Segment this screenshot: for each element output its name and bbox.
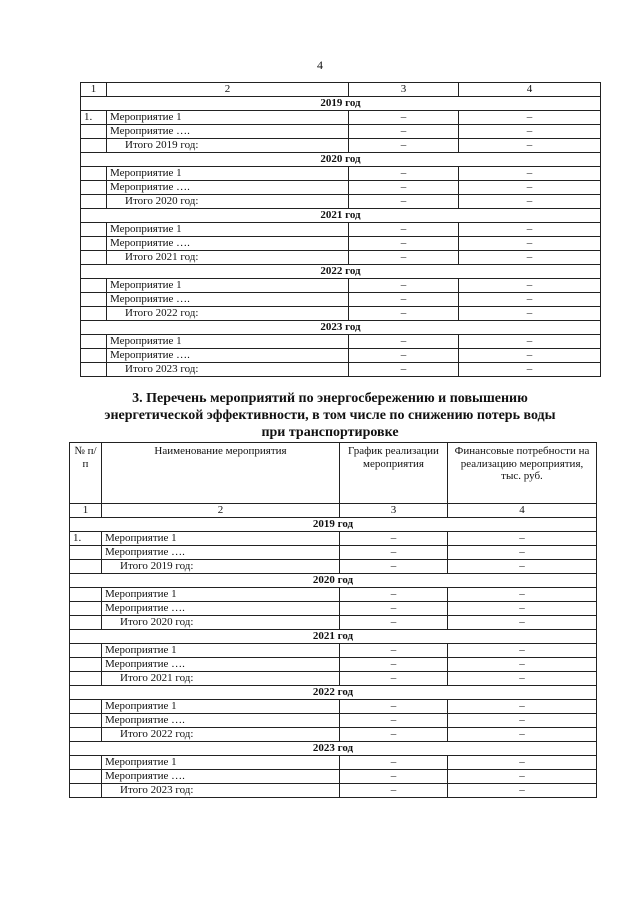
measure-name-cell: Мероприятие …. bbox=[107, 181, 349, 195]
measure-name-cell: Мероприятие 1 bbox=[102, 756, 340, 770]
year-row bbox=[81, 321, 601, 335]
column-4-value: – bbox=[459, 251, 601, 265]
row-number-cell bbox=[70, 602, 102, 616]
column-3-value: – bbox=[340, 532, 448, 546]
measure-name-cell: Мероприятие 1 bbox=[107, 167, 349, 181]
year-row bbox=[81, 153, 601, 167]
column-3-value: – bbox=[349, 307, 459, 321]
measures-table-continued bbox=[80, 82, 601, 377]
column-4-value: – bbox=[448, 658, 597, 672]
measure-name-cell: Мероприятие …. bbox=[107, 125, 349, 139]
year-heading: 2019 год bbox=[81, 97, 601, 111]
row-number-cell bbox=[81, 363, 107, 377]
column-3-value: – bbox=[349, 335, 459, 349]
table-row bbox=[70, 560, 597, 574]
column-3-value: – bbox=[340, 784, 448, 798]
table-row bbox=[70, 714, 597, 728]
row-number-cell bbox=[81, 251, 107, 265]
table-row bbox=[81, 237, 601, 251]
column-3-value: – bbox=[349, 125, 459, 139]
column-4-value: – bbox=[448, 588, 597, 602]
column-3-value: – bbox=[340, 770, 448, 784]
column-4-value: – bbox=[459, 195, 601, 209]
column-4-value: – bbox=[448, 784, 597, 798]
row-number-cell bbox=[81, 195, 107, 209]
column-4-value: – bbox=[459, 335, 601, 349]
column-number-cell: 3 bbox=[349, 83, 459, 97]
column-3-value: – bbox=[340, 714, 448, 728]
row-number-cell bbox=[81, 139, 107, 153]
row-number-cell bbox=[70, 784, 102, 798]
year-heading: 2020 год bbox=[70, 574, 597, 588]
column-4-value: – bbox=[459, 125, 601, 139]
year-heading: 2020 год bbox=[81, 153, 601, 167]
measure-name-cell: Мероприятие …. bbox=[107, 237, 349, 251]
row-number-cell bbox=[70, 728, 102, 742]
total-label-cell: Итого 2020 год: bbox=[107, 195, 349, 209]
table-row bbox=[81, 335, 601, 349]
column-3-value: – bbox=[340, 546, 448, 560]
table-row bbox=[81, 167, 601, 181]
table-row bbox=[81, 125, 601, 139]
column-4-value: – bbox=[448, 532, 597, 546]
column-number-cell: 4 bbox=[448, 504, 597, 518]
table-row bbox=[70, 672, 597, 686]
table-row bbox=[81, 139, 601, 153]
column-3-value: – bbox=[349, 111, 459, 125]
column-3-value: – bbox=[340, 728, 448, 742]
column-3-value: – bbox=[340, 658, 448, 672]
year-row bbox=[70, 630, 597, 644]
total-label-cell: Итого 2022 год: bbox=[102, 728, 340, 742]
row-number-cell bbox=[81, 167, 107, 181]
measure-name-cell: Мероприятие …. bbox=[102, 602, 340, 616]
total-label-cell: Итого 2023 год: bbox=[102, 784, 340, 798]
column-4-value: – bbox=[448, 546, 597, 560]
row-number-cell bbox=[70, 756, 102, 770]
measure-name-cell: Мероприятие …. bbox=[102, 770, 340, 784]
row-number-cell bbox=[70, 644, 102, 658]
section-3-title-line-3: при транспортировке bbox=[261, 425, 399, 440]
row-number-cell bbox=[70, 672, 102, 686]
measure-name-cell: Мероприятие 1 bbox=[107, 335, 349, 349]
column-3-value: – bbox=[349, 363, 459, 377]
year-heading: 2021 год bbox=[70, 630, 597, 644]
total-label-cell: Итого 2019 год: bbox=[107, 139, 349, 153]
measure-name-cell: Мероприятие 1 bbox=[102, 532, 340, 546]
year-row bbox=[70, 574, 597, 588]
measure-name-cell: Мероприятие 1 bbox=[107, 111, 349, 125]
table-row bbox=[70, 756, 597, 770]
row-number-cell bbox=[81, 293, 107, 307]
column-3-value: – bbox=[349, 349, 459, 363]
table-row bbox=[70, 658, 597, 672]
column-3-value: – bbox=[349, 293, 459, 307]
header-schedule: График реализации мероприятия bbox=[340, 443, 448, 504]
column-4-value: – bbox=[448, 770, 597, 784]
row-number-cell bbox=[81, 349, 107, 363]
measure-name-cell: Мероприятие 1 bbox=[102, 588, 340, 602]
measure-name-cell: Мероприятие 1 bbox=[102, 700, 340, 714]
table-row bbox=[81, 307, 601, 321]
column-3-value: – bbox=[349, 251, 459, 265]
column-3-value: – bbox=[340, 700, 448, 714]
total-label-cell: Итого 2021 год: bbox=[102, 672, 340, 686]
section-3-title bbox=[60, 390, 600, 441]
column-number-cell: 1 bbox=[70, 504, 102, 518]
column-4-value: – bbox=[459, 349, 601, 363]
measure-name-cell: Мероприятие 1 bbox=[107, 223, 349, 237]
table-row bbox=[70, 588, 597, 602]
measure-name-cell: Мероприятие …. bbox=[107, 349, 349, 363]
year-row bbox=[81, 209, 601, 223]
row-number-cell bbox=[70, 770, 102, 784]
column-4-value: – bbox=[448, 728, 597, 742]
column-number-row bbox=[70, 504, 597, 518]
column-4-value: – bbox=[448, 700, 597, 714]
table-row bbox=[70, 728, 597, 742]
column-4-value: – bbox=[448, 672, 597, 686]
row-number-cell bbox=[70, 714, 102, 728]
column-number-cell: 2 bbox=[107, 83, 349, 97]
year-heading: 2019 год bbox=[70, 518, 597, 532]
column-4-value: – bbox=[448, 714, 597, 728]
row-number-cell bbox=[70, 658, 102, 672]
table-row bbox=[81, 181, 601, 195]
column-4-value: – bbox=[459, 167, 601, 181]
measure-name-cell: Мероприятие …. bbox=[107, 293, 349, 307]
row-number-cell bbox=[81, 279, 107, 293]
column-4-value: – bbox=[448, 616, 597, 630]
row-number-cell bbox=[81, 181, 107, 195]
row-number-cell bbox=[81, 335, 107, 349]
row-number-cell: 1. bbox=[70, 532, 102, 546]
header-finance: Финансовые потребности на реализацию мероприятия, тыс. руб. bbox=[448, 443, 597, 504]
column-3-value: – bbox=[349, 237, 459, 251]
table-row bbox=[81, 363, 601, 377]
measure-name-cell: Мероприятие …. bbox=[102, 714, 340, 728]
measure-name-cell: Мероприятие 1 bbox=[102, 644, 340, 658]
column-3-value: – bbox=[349, 195, 459, 209]
row-number-cell bbox=[70, 546, 102, 560]
row-number-cell bbox=[81, 125, 107, 139]
total-label-cell: Итого 2020 год: bbox=[102, 616, 340, 630]
column-3-value: – bbox=[349, 279, 459, 293]
measure-name-cell: Мероприятие …. bbox=[102, 658, 340, 672]
table-row bbox=[70, 546, 597, 560]
column-number-cell: 2 bbox=[102, 504, 340, 518]
total-label-cell: Итого 2023 год: bbox=[107, 363, 349, 377]
header-name: Наименование мероприятия bbox=[102, 443, 340, 504]
table-row bbox=[70, 616, 597, 630]
row-number-cell bbox=[81, 223, 107, 237]
year-heading: 2023 год bbox=[70, 742, 597, 756]
table-row bbox=[70, 784, 597, 798]
table-row bbox=[81, 111, 601, 125]
table-row bbox=[81, 349, 601, 363]
column-4-value: – bbox=[459, 181, 601, 195]
column-4-value: – bbox=[448, 756, 597, 770]
section-3-title-line-1: 3. Перечень мероприятий по энергосбережению и повышению bbox=[132, 391, 528, 406]
column-number-cell: 4 bbox=[459, 83, 601, 97]
column-3-value: – bbox=[349, 167, 459, 181]
column-4-value: – bbox=[448, 560, 597, 574]
row-number-cell bbox=[70, 616, 102, 630]
measure-name-cell: Мероприятие 1 bbox=[107, 279, 349, 293]
year-heading: 2022 год bbox=[81, 265, 601, 279]
year-row bbox=[81, 265, 601, 279]
column-4-value: – bbox=[459, 279, 601, 293]
total-label-cell: Итого 2019 год: bbox=[102, 560, 340, 574]
column-3-value: – bbox=[340, 588, 448, 602]
column-3-value: – bbox=[349, 139, 459, 153]
column-4-value: – bbox=[459, 237, 601, 251]
table-row bbox=[81, 195, 601, 209]
energy-saving-measures-table bbox=[69, 442, 597, 798]
column-3-value: – bbox=[340, 616, 448, 630]
table-row bbox=[70, 700, 597, 714]
table-row bbox=[81, 293, 601, 307]
year-row bbox=[81, 97, 601, 111]
page-number: 4 bbox=[317, 58, 323, 72]
column-4-value: – bbox=[459, 307, 601, 321]
table-row bbox=[81, 251, 601, 265]
column-number-row bbox=[81, 83, 601, 97]
row-number-cell bbox=[70, 560, 102, 574]
header-row bbox=[70, 443, 597, 504]
column-number-cell: 3 bbox=[340, 504, 448, 518]
column-number-cell: 1 bbox=[81, 83, 107, 97]
year-row bbox=[70, 518, 597, 532]
measure-name-cell: Мероприятие …. bbox=[102, 546, 340, 560]
column-3-value: – bbox=[340, 602, 448, 616]
section-3-title-line-2: энергетической эффективности, в том числе по снижению потерь воды bbox=[104, 408, 556, 423]
column-4-value: – bbox=[448, 602, 597, 616]
column-3-value: – bbox=[349, 181, 459, 195]
year-row bbox=[70, 686, 597, 700]
table-row bbox=[81, 279, 601, 293]
row-number-cell bbox=[81, 307, 107, 321]
column-3-value: – bbox=[340, 756, 448, 770]
header-num: № п/п bbox=[70, 443, 102, 504]
year-heading: 2021 год bbox=[81, 209, 601, 223]
row-number-cell bbox=[70, 588, 102, 602]
total-label-cell: Итого 2022 год: bbox=[107, 307, 349, 321]
table-row bbox=[70, 644, 597, 658]
column-3-value: – bbox=[340, 672, 448, 686]
table-row bbox=[70, 770, 597, 784]
row-number-cell bbox=[81, 237, 107, 251]
column-4-value: – bbox=[459, 293, 601, 307]
row-number-cell bbox=[70, 700, 102, 714]
year-heading: 2022 год bbox=[70, 686, 597, 700]
table-row bbox=[81, 223, 601, 237]
row-number-cell: 1. bbox=[81, 111, 107, 125]
column-4-value: – bbox=[459, 223, 601, 237]
column-4-value: – bbox=[448, 644, 597, 658]
column-3-value: – bbox=[349, 223, 459, 237]
column-3-value: – bbox=[340, 644, 448, 658]
total-label-cell: Итого 2021 год: bbox=[107, 251, 349, 265]
table-row bbox=[70, 532, 597, 546]
year-row bbox=[70, 742, 597, 756]
column-4-value: – bbox=[459, 139, 601, 153]
year-heading: 2023 год bbox=[81, 321, 601, 335]
table-row bbox=[70, 602, 597, 616]
column-3-value: – bbox=[340, 560, 448, 574]
column-4-value: – bbox=[459, 363, 601, 377]
column-4-value: – bbox=[459, 111, 601, 125]
